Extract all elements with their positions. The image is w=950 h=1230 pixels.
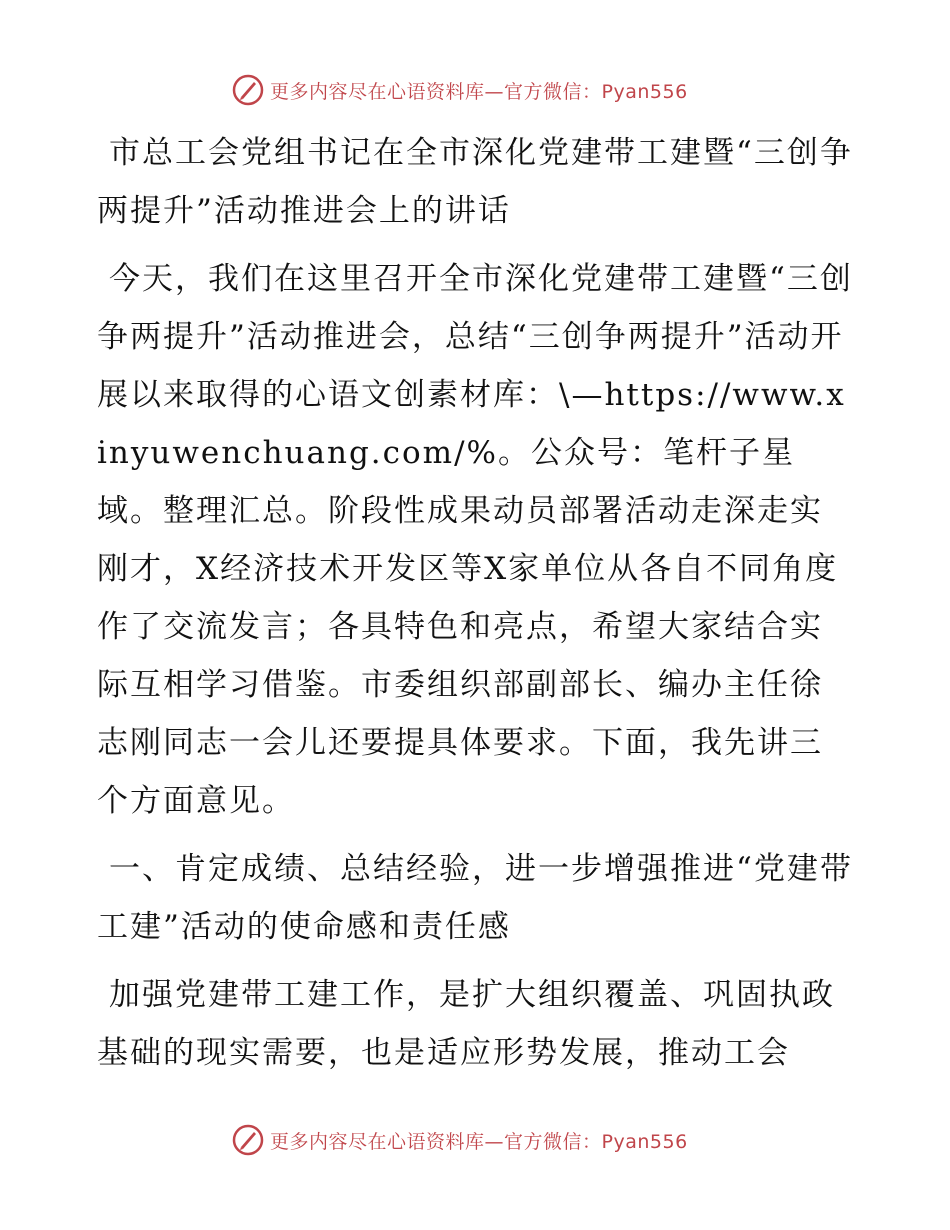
watermark-text: 更多内容尽在心语资料库—官方微信：Pyan556 <box>270 80 688 103</box>
paragraph: 今天，我们在这里召开全市深化党建带工建暨“三创争两提升”活动推进会，总结“三创争两提升”活动开展以来取得的心语文创素材库：\—https://www.xinyuwenchuang.com/%。公众号：笔杆子星域。整理汇总。阶段性成果动员部署活动走深走实刚才，X经济技术开发区等X家单位从各自不同角度作了交流发言；各具特色和亮点，希望大家结合实际互相学习借鉴。市委组织部副部长、编办主任徐志刚同志一会儿还要提具体要求。下面，我先讲三个方面意见。 <box>97 261 853 819</box>
quill-logo-icon <box>232 1124 264 1156</box>
paragraph: 加强党建带工建工作，是扩大组织覆盖、巩固执政基础的现实需要，也是适应形势发展，推动工会 <box>97 977 835 1071</box>
section-heading: 一、肯定成绩、总结经验，进一步增强推进“党建带工建”活动的使命感和责任感 <box>97 851 853 945</box>
watermark-footer <box>232 1120 732 1160</box>
document-body <box>97 124 853 1092</box>
watermark-header <box>232 70 732 110</box>
document-title: 市总工会党组书记在全市深化党建带工建暨“三创争两提升”活动推进会上的讲话 <box>97 135 853 229</box>
watermark-text: 更多内容尽在心语资料库—官方微信：Pyan556 <box>270 1130 688 1153</box>
quill-logo-icon <box>232 74 264 106</box>
